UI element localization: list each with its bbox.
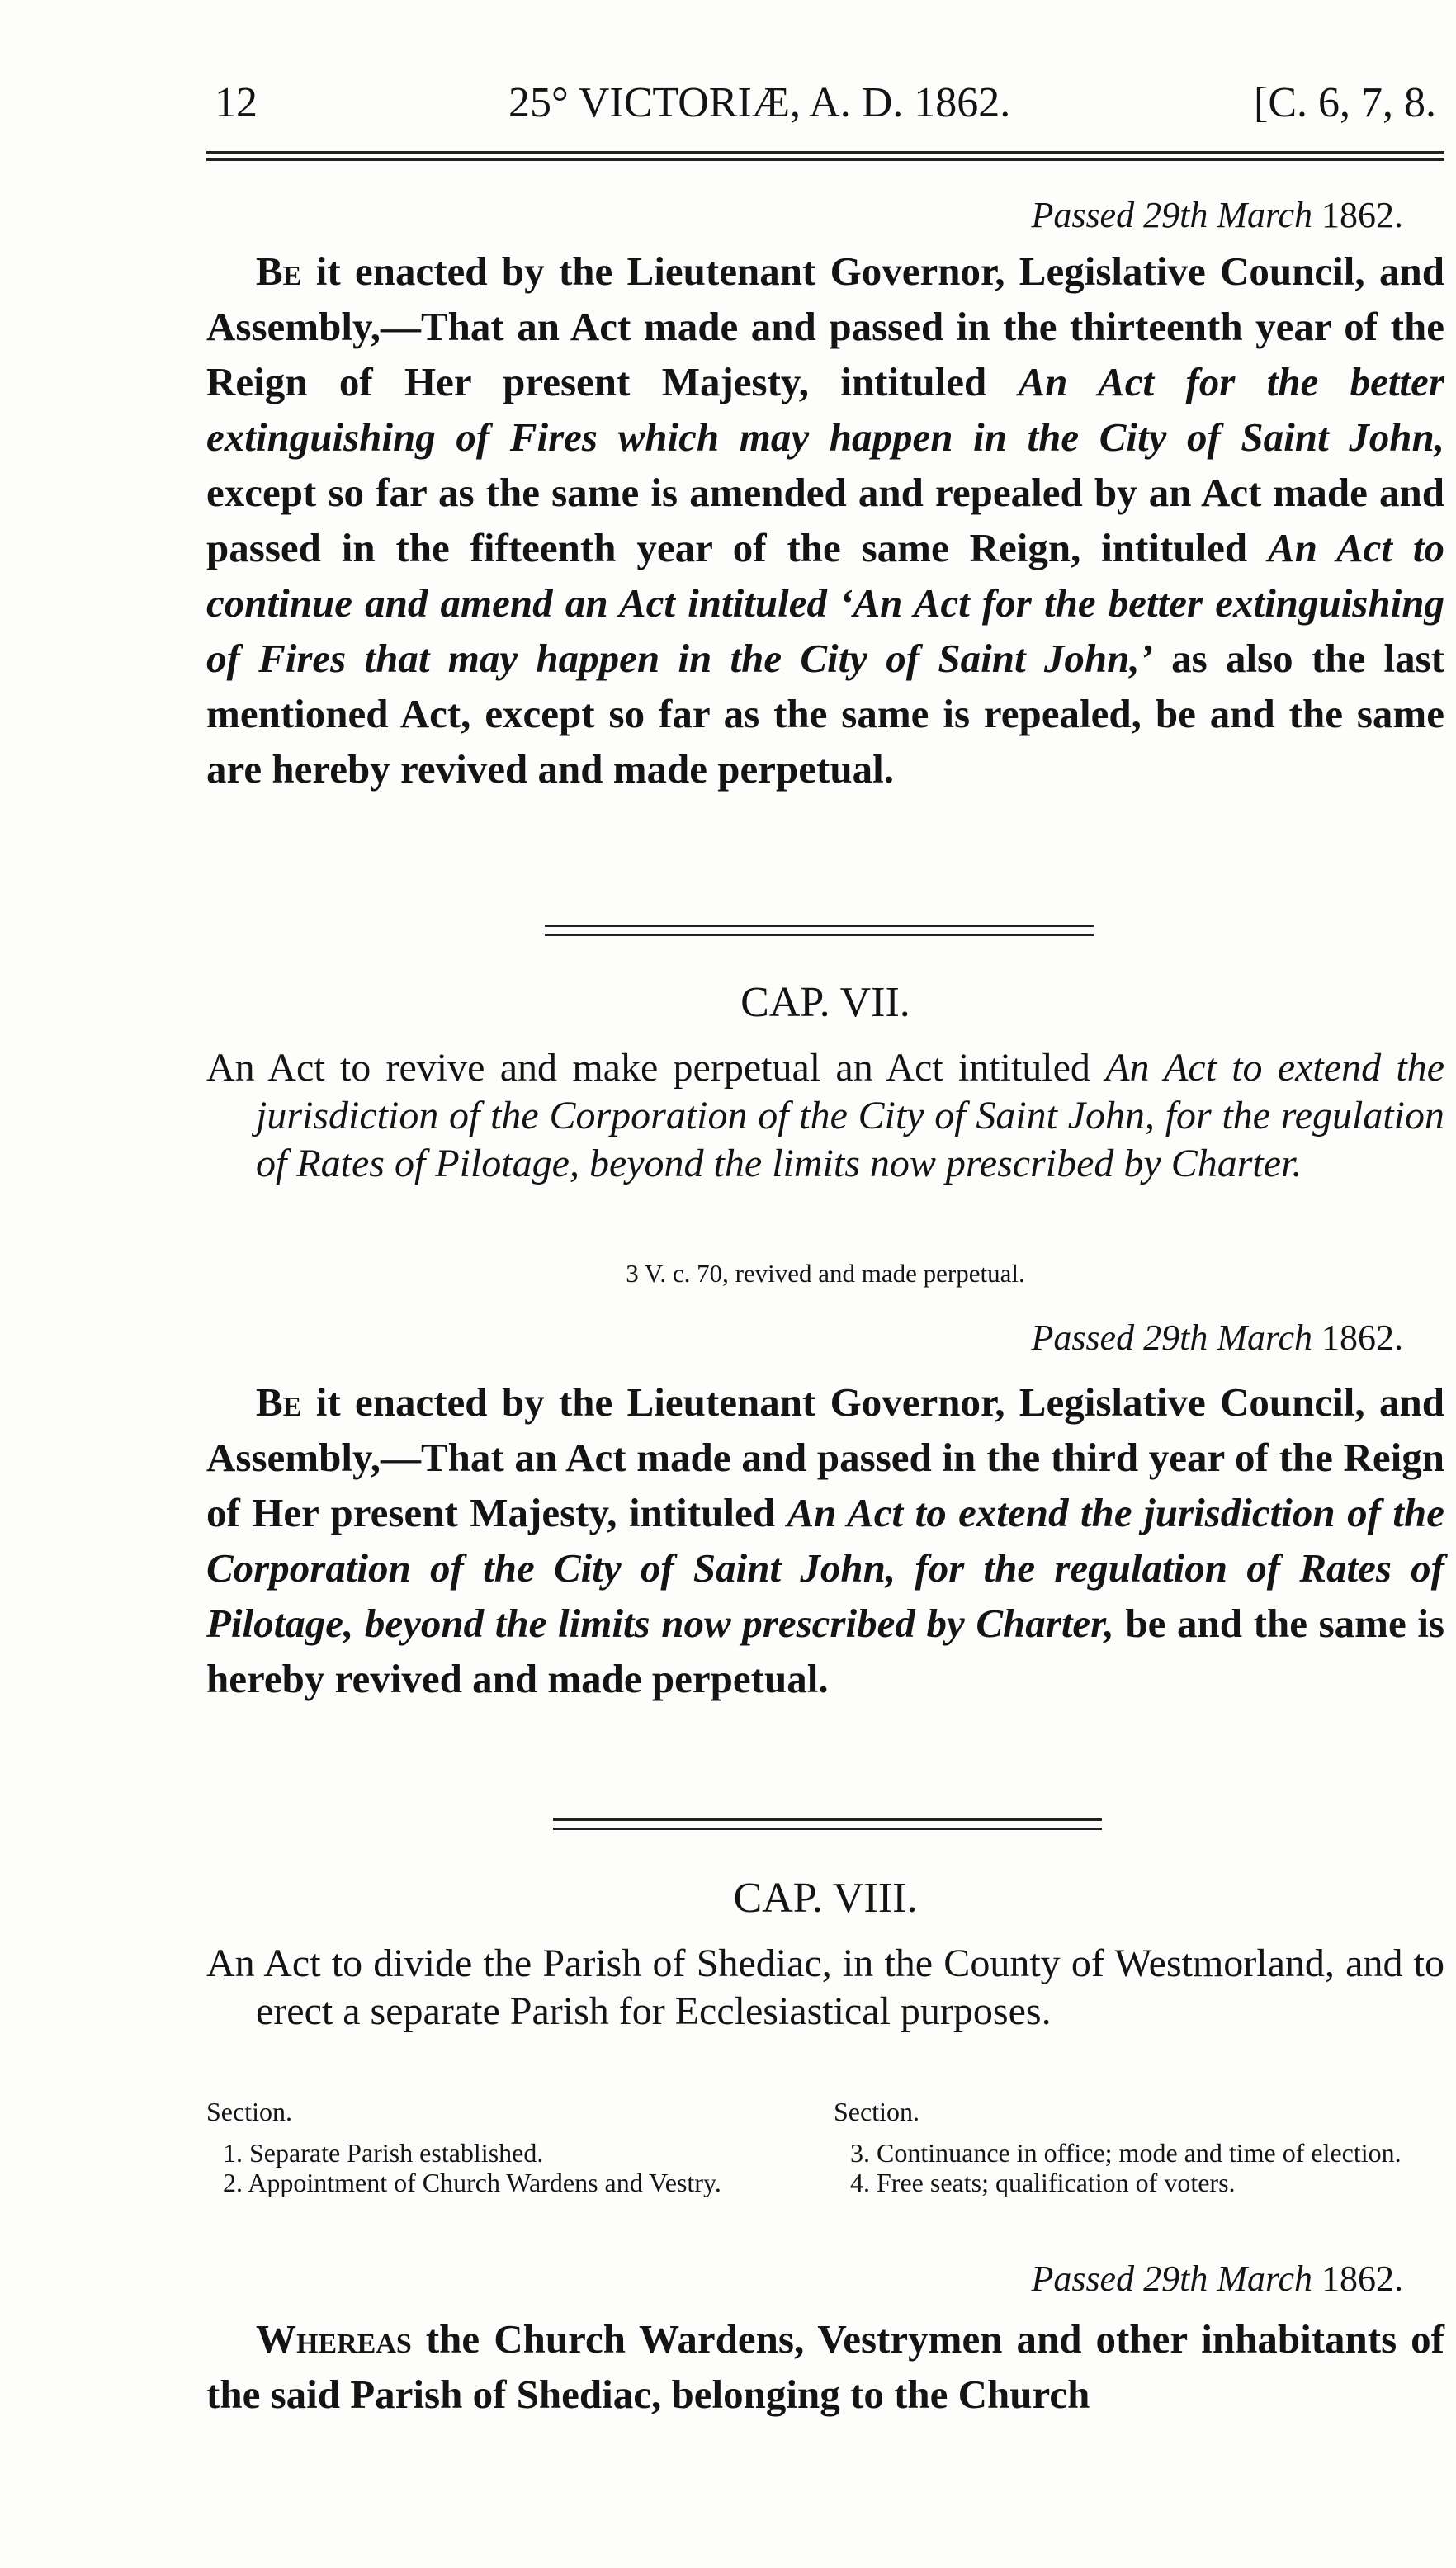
section-divider [553,1818,1102,1830]
cap7-marginal-note: 3 V. c. 70, revived and made perpetual. [626,1259,1025,1288]
cap7-title: An Act to revive and make perpetual an Act intituled An Act to extend the jurisdiction of the Corporation of the City of Saint John, for the regulation of Rates of Pilotage, beyond the limits now prescribed by Charter. [206,1046,1445,1185]
cap8-passed-date: Passed 29th March 1862. [1031,2258,1403,2299]
section-item: 3. Continuance in office; mode and time of election. [850,2138,1402,2168]
section-head: Section. [834,2097,919,2126]
cap6-enactment: Be it enacted by the Lieutenant Governor, Legislative Council, and Assembly,—That an Act made and passed in the thirteenth year of the Reign of Her present Majesty, intituled An Act for the better extinguishing of Fires which may happen in the City of Saint John, except so far as the same is amended and repealed by an Act made and passed in the fifteenth year of the same Reign, intituled An Act to continue and amend an Act intituled ‘An Act for the better extinguishing of Fires that may happen in the City of Saint John,’ as also the last mentioned Act, except so far as the same is repealed, be and the same are hereby revived and made perpetual. [206,248,1444,792]
running-title: 25° VICTORIÆ, A. D. 1862. [508,79,1011,126]
page-number: 12 [215,79,258,126]
cap7-enactment: Be it enacted by the Lieutenant Governor, Legislative Council, and Assembly,—That an Act made and passed in the third year of the Reign of Her present Majesty, intituled An Act to extend the jurisdiction of the Corporation of the City of Saint John, for the regulation of Rates of Pilotage, beyond the limits now prescribed by Charter, be and the same is hereby revived and made perpetual. [206,1379,1445,1701]
header-rule [206,151,1444,161]
section-divider [545,925,1094,936]
section-item: 1. Separate Parish established. [223,2138,544,2168]
cap8-preamble: Whereas the Church Wardens, Vestrymen and other inhabitants of the said Parish of Shediac, belonging to the Church [206,2316,1444,2417]
section-item: 4. Free seats; qualification of voters. [850,2168,1236,2197]
cap8-heading: CAP. VIII. [733,1875,918,1922]
cap8-title: An Act to divide the Parish of Shediac, in the County of Westmorland, and to erect a separate Parish for Ecclesiastical purposes. [206,1941,1444,2033]
section-index-right [834,2097,1444,2197]
cap6-passed-date: Passed 29th March 1862. [1031,195,1403,235]
cap7-heading: CAP. VII. [740,979,910,1026]
chapter-range: [C. 6, 7, 8. [1254,79,1436,126]
section-head: Section. [206,2097,292,2126]
running-header [206,78,1444,136]
section-item: 2. Appointment of Church Wardens and Vestry. [223,2168,721,2197]
statute-page [206,0,1444,2568]
section-index-left [206,2097,801,2197]
cap7-passed-date: Passed 29th March 1862. [1031,1317,1403,1358]
